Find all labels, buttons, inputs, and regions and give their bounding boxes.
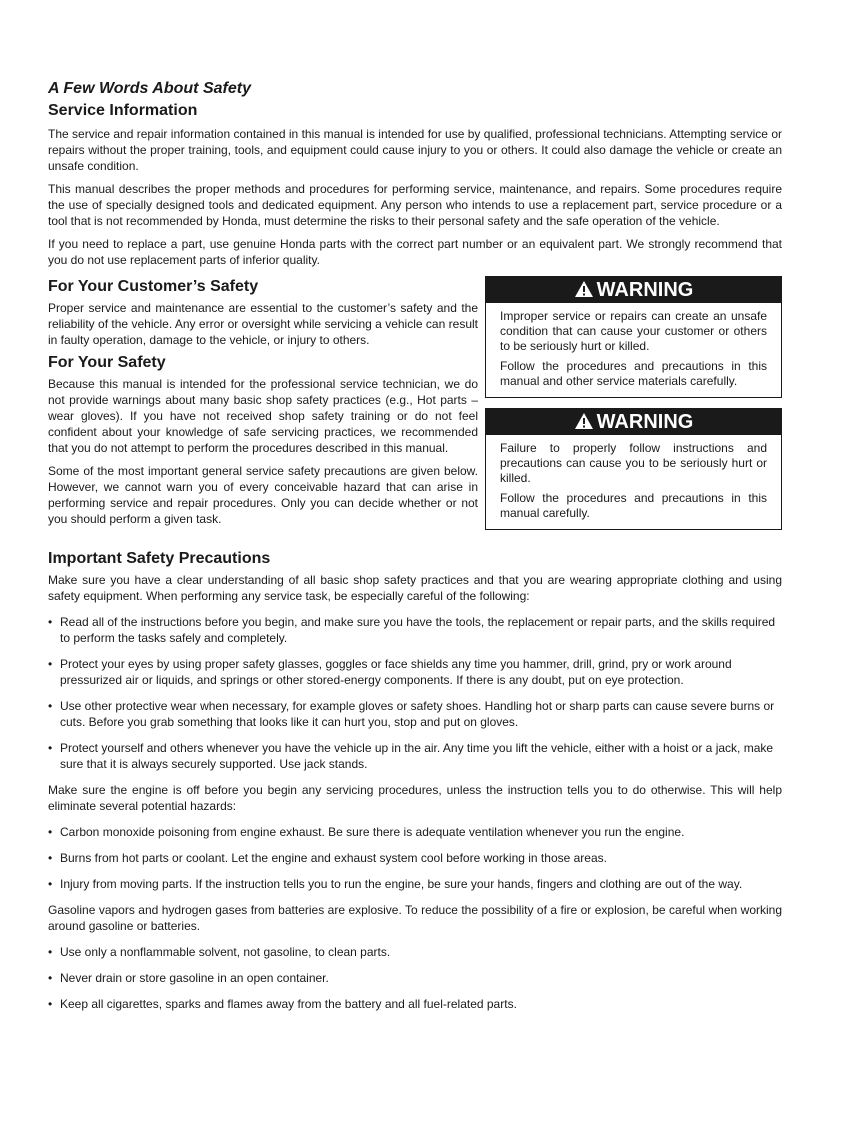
warning-box bbox=[485, 408, 782, 530]
customer-safety-paragraph: Proper service and maintenance are essential to the customer’s safety and the reliability of the vehicle. Any error or oversight while servicing a vehicle can result in faulty operation, damage to the vehicle, or injury to others. bbox=[48, 301, 478, 347]
service-info-paragraph-2: This manual describes the proper methods and procedures for performing service, maintenance, and repairs. Some procedures require the use of specially designed tools and dedicated equipment. Any person who intends to use a replacement part, service procedure or a tool that is not recommended by Honda, must determine the risks to their personal safety and the safe operation of the vehicle. bbox=[48, 182, 782, 228]
warning-box bbox=[485, 276, 782, 398]
precautions-heading: Important Safety Precautions bbox=[48, 550, 271, 567]
list-item: • Injury from moving parts. If the instruction tells you to run the engine, be sure your hands, fingers and clothing are out of the way. bbox=[48, 877, 743, 891]
warning-label: WARNING bbox=[596, 279, 694, 301]
warning-triangle-icon bbox=[574, 411, 594, 437]
gasoline-paragraph: Gasoline vapors and hydrogen gases from batteries are explosive. To reduce the possibility of a fire or explosion, be careful when working around gasoline or batteries. bbox=[48, 903, 782, 933]
warning-text-1: Improper service or repairs can create an unsafe condition that can cause your customer or others to be seriously hurt or killed. bbox=[500, 309, 767, 353]
customer-safety-heading: For Your Customer’s Safety bbox=[48, 278, 259, 295]
right-column bbox=[485, 276, 782, 540]
warning-text-2: Follow the procedures and precautions in this manual carefully. bbox=[500, 491, 767, 520]
warning-body bbox=[486, 435, 781, 529]
list-item: • Burns from hot parts or coolant. Let the engine and exhaust system cool before working in those areas. bbox=[48, 851, 607, 865]
warning-text-2: Follow the procedures and precautions in this manual and other service materials carefully. bbox=[500, 359, 767, 388]
list-item: • Protect yourself and others whenever you have the vehicle up in the air. Any time you lift the vehicle, either with a hoist or a jack, make sure that it is always securely supported. Use jack stands. bbox=[48, 741, 774, 771]
list-item: • Use only a nonflammable solvent, not gasoline, to clean parts. bbox=[48, 945, 391, 959]
warning-header bbox=[486, 277, 781, 303]
left-column bbox=[48, 276, 478, 540]
warning-triangle-icon bbox=[574, 279, 594, 305]
service-info-paragraph-1: The service and repair information contained in this manual is intended for use by qualified, professional technicians. Attempting service or repairs without the proper training, tools, and equipment could cause injury to you or others. It could also damage the vehicle or create an unsafe condition. bbox=[48, 127, 782, 173]
precautions-intro: Make sure you have a clear understanding of all basic shop safety practices and that you are wearing appropriate clothing and using safety equipment. When performing any service task, be especially careful of the following: bbox=[48, 573, 782, 603]
list-item: • Read all of the instructions before you begin, and make sure you have the tools, the replacement or repair parts, and the skills required to perform the tasks safely and completely. bbox=[48, 615, 776, 645]
engine-off-paragraph: Make sure the engine is off before you begin any servicing procedures, unless the instruction tells you to do otherwise. This will help eliminate several potential hazards: bbox=[48, 783, 782, 813]
warning-header bbox=[486, 409, 781, 435]
your-safety-heading: For Your Safety bbox=[48, 354, 166, 371]
warning-body bbox=[486, 303, 781, 397]
warning-label: WARNING bbox=[596, 411, 694, 433]
page-title: A Few Words About Safety bbox=[48, 80, 251, 97]
warning-text-1: Failure to properly follow instructions and precautions can cause you to be seriously hurt or killed. bbox=[500, 441, 767, 485]
service-info-paragraph-3: If you need to replace a part, use genuine Honda parts with the correct part number or an equivalent part. We strongly recommend that you do not use replacement parts of inferior quality. bbox=[48, 237, 782, 267]
list-item: • Use other protective wear when necessary, for example gloves or safety shoes. Handling hot or sharp parts can cause severe burns or cuts. Before you grab something that looks like it can hurt you, stop and put on gloves. bbox=[48, 699, 775, 729]
list-item: • Carbon monoxide poisoning from engine exhaust. Be sure there is adequate ventilation whenever you run the engine. bbox=[48, 825, 685, 839]
list-item: • Keep all cigarettes, sparks and flames away from the battery and all fuel-related parts. bbox=[48, 997, 517, 1011]
your-safety-paragraph-1: Because this manual is intended for the professional service technician, we do not provide warnings about many basic shop safety practices (e.g., Hot parts – wear gloves). If you have not received shop safety training or do not feel confident about your knowledge of safe servicing practices, we recommended that you do not attempt to perform the procedures described in this manual. bbox=[48, 377, 478, 455]
your-safety-paragraph-2: Some of the most important general service safety precautions are given below. However, we cannot warn you of every conceivable hazard that can arise in performing service and repair procedures. Only you can decide whether or not you should perform a given task. bbox=[48, 464, 478, 526]
service-info-heading: Service Information bbox=[48, 102, 198, 119]
list-item: • Protect your eyes by using proper safety glasses, goggles or face shields any time you hammer, drill, grind, pry or work around pressurized air or liquids, and springs or other stored-energy components. If there is any doubt, put on eye protection. bbox=[48, 657, 732, 687]
list-item: • Never drain or store gasoline in an open container. bbox=[48, 971, 329, 985]
two-column-section bbox=[48, 276, 782, 540]
safety-page bbox=[48, 78, 782, 1012]
